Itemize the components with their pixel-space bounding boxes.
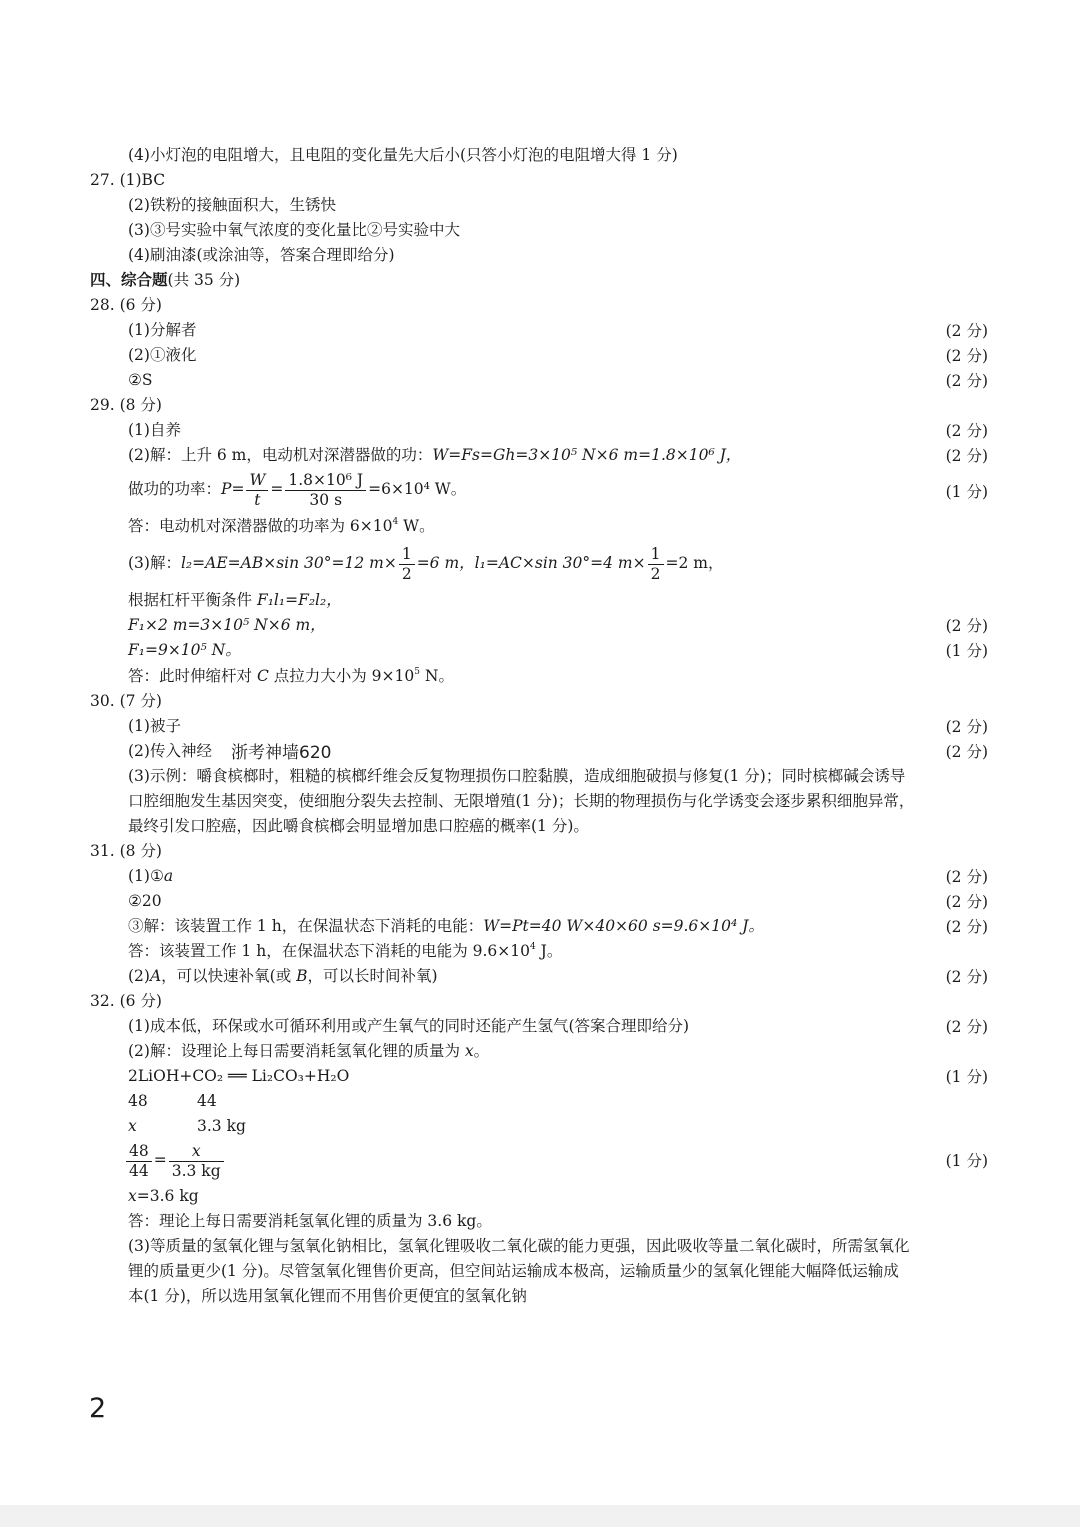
score-label: (2 分) (945, 893, 988, 911)
bottom-edge-band (0, 1505, 1080, 1527)
fraction-numerator: W (246, 471, 268, 491)
variable-x: x (128, 1187, 137, 1205)
section-title: 四、综合题 (90, 270, 168, 289)
score-label: (2 分) (945, 868, 988, 886)
part-text: (2)解：设理论上每日需要消耗氢氧化锂的质量为 (128, 1042, 465, 1060)
q30-part3-line1: (3)示例：嚼食槟榔时，粗糙的槟榔纤维会反复物理损伤口腔黏膜，造成细胞破损与修复(1 分)；同时槟榔碱会诱导 (128, 767, 906, 785)
score-label: (2 分) (945, 918, 988, 936)
score-label: (1 分) (945, 1068, 988, 1086)
ratio-fraction (169, 1142, 224, 1181)
fraction-denominator: 2 (650, 564, 661, 583)
equals-sign: = (153, 1151, 167, 1169)
energy-text: ③解：该装置工作 1 h，在保温状态下消耗的电能： (128, 917, 484, 935)
q26-part4: (4)小灯泡的电阻增大，且电阻的变化量先大后小(只答小灯泡的电阻增大得 1 分) (128, 146, 678, 164)
score-label: (1 分) (945, 1152, 988, 1170)
q30-part3-line2: 口腔细胞发生基因突变，使细胞分裂失去控制、无限增殖(1 分)；长期的物理损伤与化学诱变会逐步累积细胞异常， (128, 792, 915, 810)
arm-formula-3: =2 m， (665, 554, 724, 572)
work-formula: W=Fs=Gh=3×10⁵ N×6 m=1.8×10⁶ J， (432, 446, 742, 464)
q32-part3-line1: (3)等质量的氢氧化锂与氢氧化钠相比，氢氧化锂吸收二氧化碳的能力更强，因此吸收等量二氧化碳时，所需氢氧化 (128, 1237, 910, 1255)
fraction-denominator: 2 (401, 564, 412, 583)
q29-part1: (1)自养 (128, 421, 181, 439)
result-x (128, 1186, 199, 1206)
q29-force-result (128, 640, 241, 660)
chemical-equation: 2LiOH+CO₂ ══ Li₂CO₃+H₂O (128, 1067, 350, 1085)
section-heading (90, 270, 240, 290)
lever-formula: F₁l₁=F₂l₂， (256, 591, 342, 609)
q29-force-calc (128, 615, 326, 635)
watermark-text: 浙考神墙620 (231, 743, 332, 763)
half-fraction (399, 545, 415, 584)
q31-energy-answer (128, 941, 562, 961)
arm-formula-2: =6 m，l₁=AC×sin 30°=4 m× (416, 554, 646, 572)
score-label: (1 分) (945, 642, 988, 660)
q29-power-answer (128, 516, 435, 536)
q29-header: 29. (8 分) (90, 396, 162, 414)
section-points: (共 35 分) (167, 271, 241, 289)
fraction-denominator: 44 (129, 1161, 149, 1180)
q28-part2: (2)①液化 (128, 346, 197, 364)
q32-part3-line2: 锂的质量更少(1 分)。尽管氢氧化锂售价更高，但空间站运输成本极高，运输质量少的氢氧化锂能大幅降低运输成 (128, 1262, 899, 1280)
answer-text: 答：该装置工作 1 h，在保温状态下消耗的电能为 9.6×10 (128, 942, 530, 960)
score-label: (2 分) (945, 617, 988, 635)
q30-part2: (2)传入神经 (128, 742, 212, 760)
q32-part2-intro (128, 1041, 489, 1061)
fraction-numerator: x (169, 1142, 224, 1162)
work-text: (2)解：上升 6 m，电动机对深潜器做的功： (128, 446, 433, 464)
q27-part4: (4)刷油漆(或涂油等，答案合理即给分) (128, 246, 395, 264)
force-formula: F₁×2 m=3×10⁵ N×6 m， (128, 616, 326, 634)
arm-formula-1: l₂=AE=AB×sin 30°=12 m× (180, 554, 397, 572)
q32-part1: (1)成本低，环保或水可循环利用或产生氧气的同时还能产生氢气(答案合理即给分) (128, 1017, 690, 1035)
q30-part1: (1)被子 (128, 717, 181, 735)
answer-text: 点拉力大小为 9×10 (268, 667, 415, 685)
q27-part2: (2)铁粉的接触面积大，生锈快 (128, 196, 336, 214)
co2-mass: 3.3 kg (197, 1117, 246, 1135)
fraction-numerator: 1 (399, 545, 415, 565)
q27-part1: 27. (1)BC (90, 171, 166, 189)
fraction-numerator: 1.8×10⁶ J (285, 471, 366, 491)
score-label: (2 分) (945, 447, 988, 465)
fraction-denominator: 30 s (309, 490, 343, 509)
part-text: ，可以快速补氧(或 (161, 967, 297, 985)
half-fraction (648, 545, 664, 584)
fraction-numerator: 1 (648, 545, 664, 565)
q28-part2-2: ②S (128, 371, 153, 389)
power-text: 做功的功率： (128, 480, 222, 498)
score-label: (2 分) (945, 372, 988, 390)
variable-x: x (128, 1117, 137, 1135)
part-text: 。 (473, 1042, 490, 1060)
exponent: 4 (392, 517, 399, 527)
part-label: (2) (128, 967, 150, 985)
q32-part3-line3: 本(1 分)，所以选用氢氧化锂而不用售价更便宜的氢氧化钠 (128, 1287, 527, 1305)
q29-power-line (128, 467, 466, 511)
answer-unit: N。 (419, 667, 454, 685)
q29-force-answer (128, 666, 454, 686)
power-lhs: P= (221, 480, 245, 498)
point-label: C (256, 667, 269, 685)
q31-part2 (128, 966, 438, 986)
exponent: 4 (530, 942, 536, 952)
page-number: 2 (89, 1393, 107, 1424)
ratio-fraction (126, 1142, 152, 1181)
q28-part1: (1)分解者 (128, 321, 197, 339)
score-label: (2 分) (945, 718, 988, 736)
force-result: F₁=9×10⁵ N。 (128, 641, 241, 659)
q29-lever-line (128, 590, 342, 610)
q32-part2-answer: 答：理论上每日需要消耗氢氧化锂的质量为 3.6 kg。 (128, 1212, 492, 1230)
molar-mass-co2: 44 (197, 1092, 217, 1110)
score-label: (2 分) (945, 422, 988, 440)
q31-energy-line (128, 916, 764, 936)
answer-unit: W。 (398, 517, 435, 535)
ratio-equation (124, 1139, 226, 1181)
q32-header: 32. (6 分) (90, 992, 162, 1010)
q30-part3-line3: 最终引发口腔癌，因此嚼食槟榔会明显增加患口腔癌的概率(1 分)。 (128, 817, 589, 835)
power-fraction-values (285, 471, 366, 510)
part-label: (1)① (128, 867, 164, 885)
exponent: 5 (414, 667, 420, 677)
arm-text: (3)解： (128, 554, 181, 572)
score-label: (2 分) (945, 968, 988, 986)
q28-header: 28. (6 分) (90, 296, 162, 314)
q27-part3: (3)③号实验中氧气浓度的变化量比②号实验中大 (128, 221, 460, 239)
option-a: A (149, 967, 162, 985)
q29-work-line (128, 445, 741, 465)
equals-sign: = (270, 480, 284, 498)
result-value: =3.6 kg (136, 1187, 199, 1205)
q31-part1-2: ②20 (128, 892, 162, 910)
energy-formula: W=Pt=40 W×40×60 s=9.6×10⁴ J。 (483, 917, 764, 935)
power-result: =6×10⁴ W。 (368, 480, 467, 498)
score-label: (2 分) (945, 347, 988, 365)
answer-unit: J。 (535, 942, 563, 960)
score-label: (2 分) (945, 322, 988, 340)
score-label: (2 分) (945, 1018, 988, 1036)
answer-text: 答：电动机对深潜器做的功率为 6×10 (128, 517, 393, 535)
part-text: ，可以长时间补氧) (307, 967, 438, 985)
q29-arm-line (128, 541, 723, 585)
q30-header: 30. (7 分) (90, 692, 162, 710)
variable-x: x (464, 1042, 474, 1060)
answer-symbol: a (163, 867, 174, 885)
molar-mass-lithium: 48 (128, 1092, 148, 1110)
q31-part1 (128, 866, 173, 886)
fraction-numerator: 48 (126, 1142, 152, 1162)
q31-header: 31. (8 分) (90, 842, 162, 860)
unknown-mass (128, 1116, 137, 1136)
fraction-denominator: 3.3 kg (171, 1161, 221, 1180)
score-label: (1 分) (945, 483, 988, 501)
lever-text: 根据杠杆平衡条件 (128, 591, 257, 609)
answer-text: 答：此时伸缩杆对 (128, 667, 257, 685)
score-label: (2 分) (945, 743, 988, 761)
fraction-denominator: t (254, 490, 261, 509)
power-fraction (246, 471, 268, 510)
option-b: B (296, 967, 308, 985)
